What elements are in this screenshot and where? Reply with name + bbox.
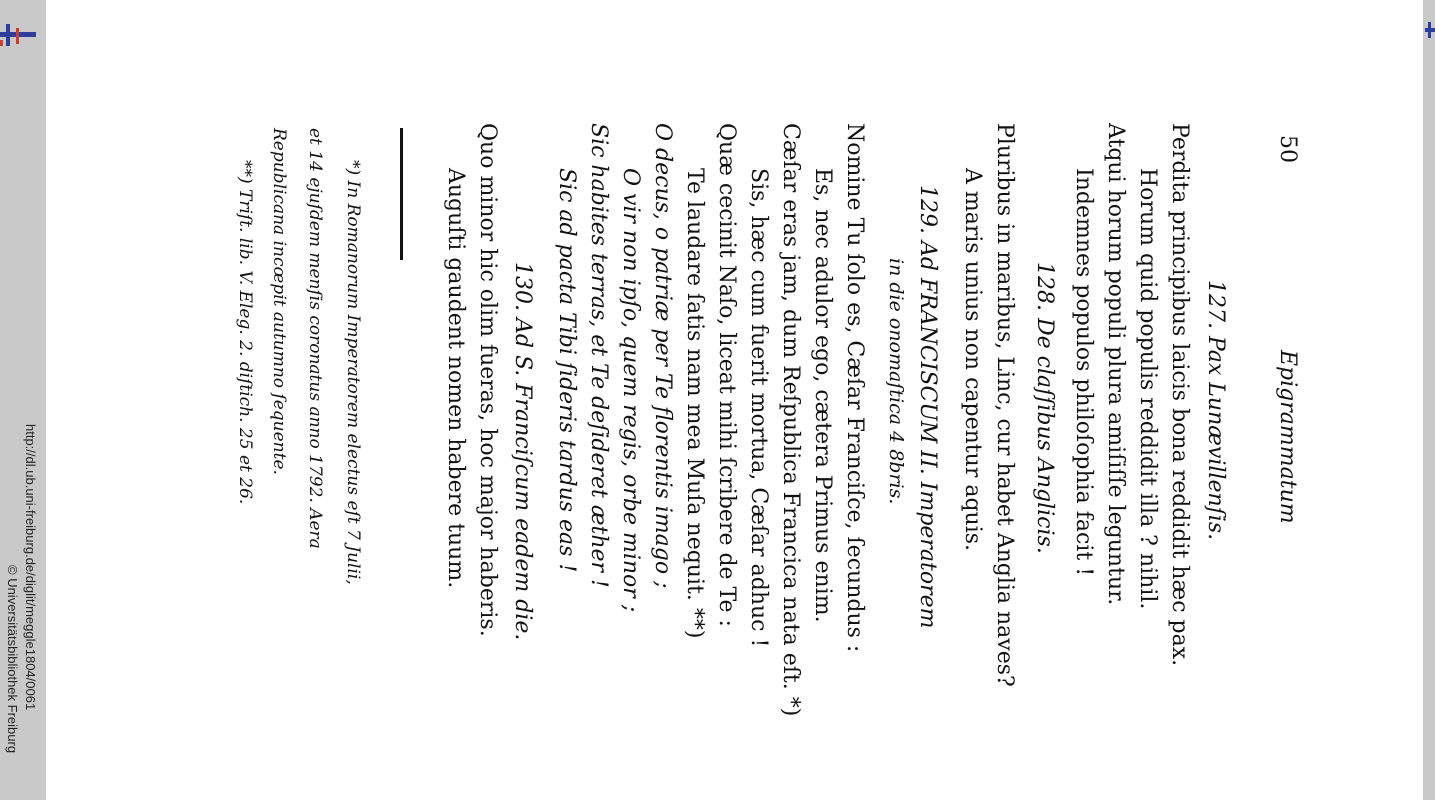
- text-line: Perdita principibus laicis bona reddidit hæc pax.: [1167, 123, 1192, 667]
- text-line: Quo minor hic olim fueras, hoc major haberis.: [475, 123, 500, 637]
- source-url: http://dl.ub.uni-freiburg.de/diglit/meggle1804/0061: [23, 424, 38, 711]
- text-line: Es, nec adulor ego, cætera Primus enim.: [810, 168, 835, 623]
- text-line: Pluribus in maribus, Linc, cur habet Anglia naves?: [992, 123, 1017, 687]
- footnote-line: Republicana incœpit autumno ſequente.: [269, 128, 289, 475]
- scanned-page: [46, 0, 1423, 800]
- poem-title: 128. De claſſibus Anglicis.: [1032, 262, 1057, 554]
- poem-title: 129. Ad FRANCISCUM II. Imperatorem: [915, 185, 940, 629]
- footnote-rule: [400, 128, 403, 260]
- footnote-line: *) In Romanorum Imperatorem electus eſt 7 Julii,: [343, 160, 363, 585]
- copyright-notice: © Universitätsbibliothek Freiburg: [5, 565, 20, 754]
- poem-subtitle: in die onomaſtica 4 8bris.: [885, 258, 907, 505]
- text-line: Te laudare ſatis nam mea Muſa nequit. **): [682, 168, 707, 639]
- text-line: Auguſti gaudent nomen habere tuum.: [443, 168, 468, 589]
- running-head: Epigrammatum: [1275, 350, 1300, 524]
- text-line: Cæſar eras jam, dum Reſpublica Francica nata eſt. *): [778, 123, 803, 717]
- text-line: Quæ cecinit Naſo, liceat mihi ſcribere de Te :: [714, 123, 739, 627]
- right-gutter: [1423, 0, 1435, 800]
- text-line: A maris unius non capentur aquis.: [960, 168, 985, 552]
- text-line: Sis, hæc cum fuerit mortua, Cæſar adhuc !: [746, 168, 771, 648]
- footnote-line: **) Triſt. lib. V. Eleg. 2. diſtich. 25 et 26.: [235, 160, 255, 505]
- page-text: [46, 0, 1423, 800]
- text-line: Sic ad pacta Tibi ſideris tardus eas !: [554, 168, 579, 573]
- page-number: 50: [1275, 135, 1300, 163]
- poem-title: 130. Ad S. Franciſcum eadem die.: [510, 262, 535, 641]
- text-line: Atqui horum populi plura amiſiſſe leguntur.: [1103, 123, 1128, 606]
- text-line: Nomine Tu ſolo es, Cæſar Franciſce, ſecundus :: [842, 123, 867, 653]
- poem-title: 127. Pax Lunævillenſis.: [1203, 280, 1228, 541]
- text-line: O decus, o patriæ per Te florentis imago ;: [650, 123, 675, 589]
- footnote-line: et 14 ejuſdem menſis coronatus anno 1792. Aera: [305, 128, 325, 549]
- text-line: Indemnes populos philoſophia facit !: [1071, 168, 1096, 577]
- viewer-marker-right-icon: [1425, 22, 1435, 38]
- text-line: Horum quid populis reddidit illa ? nihil.: [1135, 168, 1160, 610]
- viewer-marker-icon: [0, 22, 36, 48]
- text-line: Sic habites terras, et Te deſideret æther !: [586, 123, 611, 588]
- text-line: O vir non ipſo, quem regis, orbe minor ;: [618, 168, 643, 613]
